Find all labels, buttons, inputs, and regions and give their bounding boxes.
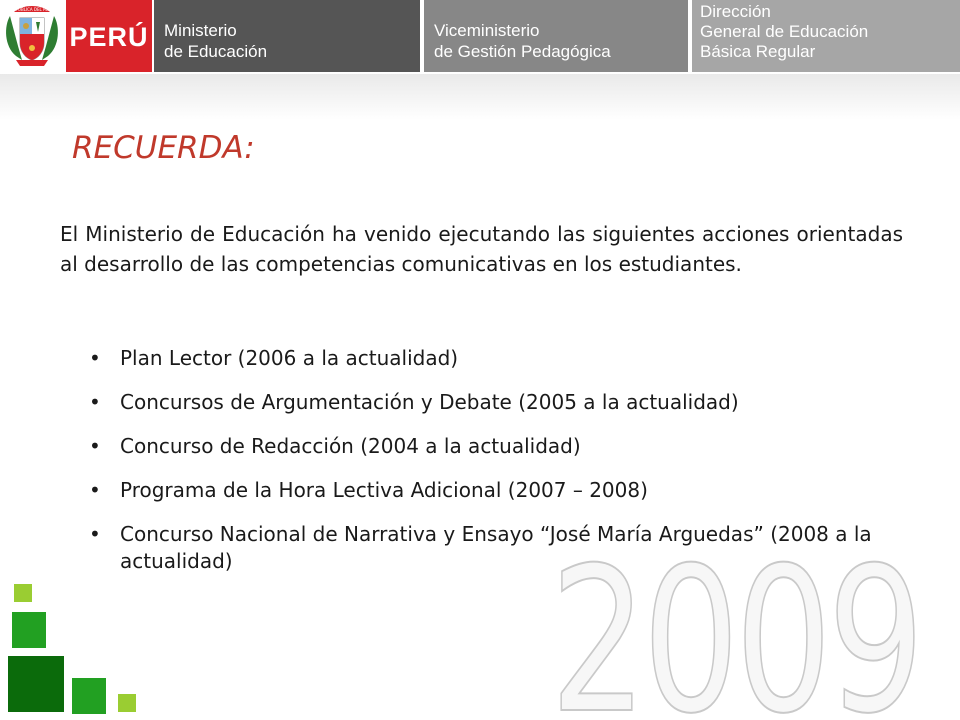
bullet-glyph: • [89,522,101,546]
direction-line-2: General de Educación [700,22,869,41]
direction-box [692,0,960,72]
viceministry-line-1: Viceministerio [434,21,540,40]
ministry-line-1: Ministerio [164,21,237,40]
header-banner [0,0,960,75]
green-square-small-bottom [118,694,136,712]
ministry-box [154,0,420,72]
list-item-text: Concursos de Argumentación y Debate (2005 a la actualidad) [120,390,739,414]
direction-line-3: Básica Regular [700,42,816,61]
list-item-text: Plan Lector (2006 a la actualidad) [120,346,459,370]
list-item-text: Concurso de Redacción (2004 a la actualidad) [120,434,581,458]
country-name: PERÚ [69,22,149,52]
bullet-glyph: • [89,390,101,414]
list-item-text: Concurso Nacional de Narrativa y Ensayo “José María Arguedas” (2008 a la actualidad) [120,522,872,573]
list-item-text: Programa de la Hora Lectiva Adicional (2007 – 2008) [120,478,648,502]
bullet-glyph: • [89,478,101,502]
coat-of-arms-icon [2,2,62,70]
list-item [86,433,886,460]
intro-paragraph: El Ministerio de Educación ha venido ejecutando las siguientes acciones orientadas al desarrollo de las competencias comunicativas en los estudiantes. [60,222,903,276]
viceministry-line-2: de Gestión Pedagógica [434,42,611,61]
green-square-small-top [14,584,32,602]
actions-list [86,345,886,592]
direction-line-1: Dirección [700,2,771,21]
viceministry-box [424,0,688,72]
list-item [86,521,886,575]
list-item [86,477,886,504]
crest-text: REPUBLICA DEL PERU [10,7,54,12]
green-square-mid [12,612,46,648]
ministry-line-2: de Educación [164,42,268,61]
green-square-bright [72,678,106,714]
slide-title: RECUERDA: [72,130,255,166]
bullet-glyph: • [89,346,101,370]
header-shadow [0,74,960,120]
bullet-glyph: • [89,434,101,458]
list-item [86,389,886,416]
green-square-dark [8,656,64,712]
list-item [86,345,886,372]
watermark-year-text: 2009 [550,548,920,720]
peru-brand-box [66,0,152,72]
